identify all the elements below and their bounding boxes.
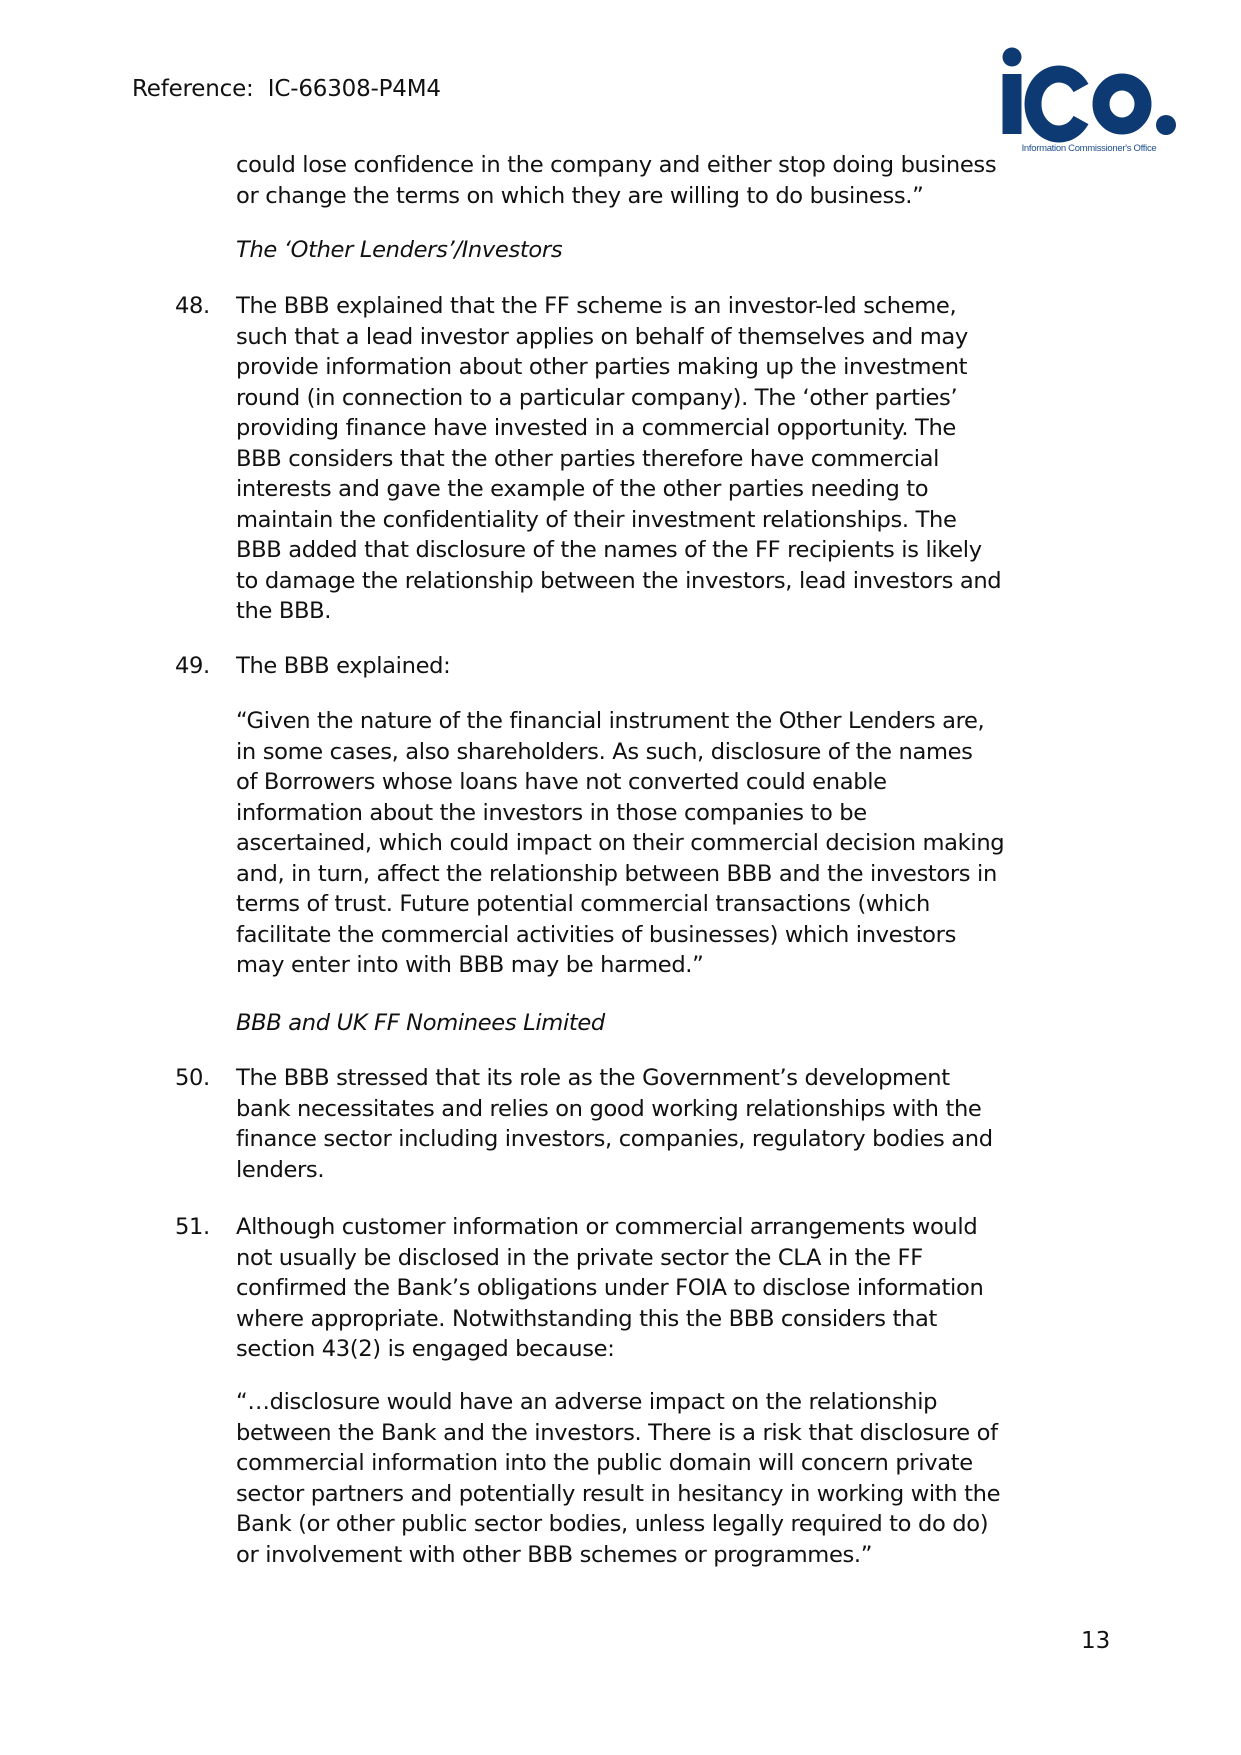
paragraph-50 [236, 1063, 1136, 1185]
text-line: between the Bank and the investors. There is a risk that disclosure of [236, 1419, 998, 1446]
text-line: round (in connection to a particular company). The ‘other parties’ [236, 384, 958, 411]
text-line: interests and gave the example of the other parties needing to [236, 476, 929, 502]
paragraph-51-quote [236, 1387, 1136, 1570]
paragraph-49 [236, 651, 1136, 682]
text-line: finance sector including investors, companies, regulatory bodies and [236, 1126, 993, 1152]
page-number: 13 [1081, 1628, 1111, 1654]
text-line: providing finance have invested in a commercial opportunity. The [236, 415, 956, 441]
logo-subtitle: Information Commissioner's Office [1021, 143, 1157, 154]
paragraph-number-51: 51. [175, 1214, 210, 1240]
text-line: Bank (or other public sector bodies, unless legally required to do do) [236, 1511, 989, 1537]
text-line: sector partners and potentially result in hesitancy in working with the [236, 1480, 1001, 1507]
text-line: could lose confidence in the company and either stop doing business [236, 152, 997, 178]
reference-number: Reference: IC-66308-P4M4 [132, 76, 441, 102]
paragraph-number-48: 48. [175, 293, 210, 319]
paragraph-number-49: 49. [175, 653, 210, 679]
text-line: where appropriate. Notwithstanding this the BBB considers that [236, 1305, 938, 1332]
section-heading-text: The ‘Other Lenders’/Investors [236, 237, 563, 263]
continuation-quote [236, 150, 1136, 211]
text-line: or change the terms on which they are willing to do business.” [236, 182, 924, 209]
text-line: section 43(2) is engaged because: [236, 1336, 615, 1362]
text-line: in some cases, also shareholders. As such, disclosure of the names [236, 738, 973, 765]
text-line: and, in turn, affect the relationship between BBB and the investors in [236, 860, 997, 887]
text-line: “Given the nature of the financial instrument the Other Lenders are, [236, 708, 985, 734]
text-line: The BBB explained that the FF scheme is an investor-led scheme, [236, 293, 957, 319]
text-line: provide information about other parties making up the investment [236, 354, 968, 380]
paragraph-49-quote [236, 706, 1136, 981]
text-line: ascertained, which could impact on their commercial decision making [236, 830, 1005, 856]
paragraph-48 [236, 291, 1136, 627]
ico-wordmark-icon [998, 44, 1180, 144]
text-line: facilitate the commercial activities of businesses) which investors [236, 921, 956, 948]
ico-logo [998, 44, 1180, 164]
text-line: not usually be disclosed in the private sector the CLA in the FF [236, 1244, 923, 1271]
text-line: of Borrowers whose loans have not converted could enable [236, 769, 887, 795]
text-line: Although customer information or commercial arrangements would [236, 1214, 978, 1240]
text-line: or involvement with other BBB schemes or programmes.” [236, 1541, 873, 1568]
text-line: BBB considers that the other parties therefore have commercial [236, 445, 940, 472]
text-line: maintain the confidentiality of their investment relationships. The [236, 506, 957, 533]
section-heading-text: BBB and UK FF Nominees Limited [236, 1010, 605, 1036]
text-line: The BBB stressed that its role as the Government’s development [236, 1065, 950, 1091]
section-heading-other-lenders [236, 235, 1136, 266]
text-line: such that a lead investor applies on behalf of themselves and may [236, 323, 968, 350]
text-line: confirmed the Bank’s obligations under FOIA to disclose information [236, 1275, 984, 1301]
text-line: the BBB. [236, 598, 332, 624]
text-line: “…disclosure would have an adverse impact on the relationship [236, 1389, 938, 1415]
text-line: terms of trust. Future potential commercial transactions (which [236, 891, 930, 917]
text-line: information about the investors in those companies to be [236, 799, 867, 826]
paragraph-51 [236, 1212, 1136, 1365]
paragraph-number-50: 50. [175, 1065, 210, 1091]
text-line: The BBB explained: [236, 653, 451, 679]
section-heading-bbb-nominees [236, 1008, 1136, 1039]
text-line: lenders. [236, 1156, 325, 1183]
text-line: to damage the relationship between the investors, lead investors and [236, 567, 1002, 594]
text-line: bank necessitates and relies on good working relationships with the [236, 1095, 982, 1122]
text-line: BBB added that disclosure of the names of the FF recipients is likely [236, 537, 982, 563]
text-line: commercial information into the public domain will concern private [236, 1450, 973, 1476]
text-line: may enter into with BBB may be harmed.” [236, 952, 704, 978]
